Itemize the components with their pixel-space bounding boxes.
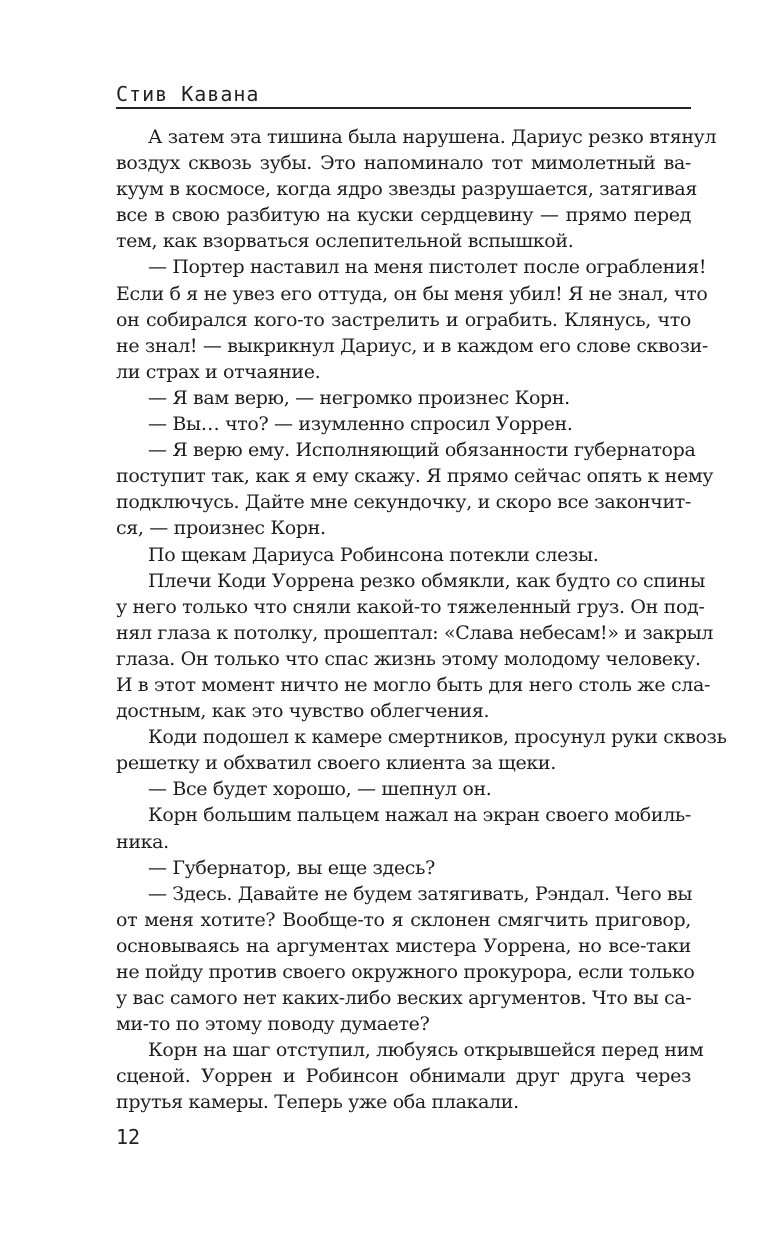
text-line: По щекам Дариуса Робинсона потекли слезы.	[148, 543, 599, 566]
text-line: сценой. Уоррен и Робинсон обнимали друг друга через	[116, 1065, 691, 1088]
text-line: основываясь на аргументах мистера Уоррена, но все-таки	[116, 934, 691, 957]
page-number: 12	[116, 1125, 141, 1149]
text-line: глаза. Он только что спас жизнь этому молодому человеку.	[116, 647, 701, 670]
text-line: подключусь. Дайте мне секундочку, и скоро все закончит-	[116, 491, 691, 514]
text-line: — Вы… что? — изумленно спросил Уоррен.	[148, 413, 573, 436]
text-line: от меня хотите? Вообще-то я склонен смягчить приговор,	[116, 908, 691, 931]
text-line: ника.	[116, 830, 169, 853]
text-line: воздух сквозь зубы. Это напоминало тот мимолетный ва-	[116, 152, 691, 175]
text-line: И в этот момент ничто не могло быть для него столь же сла-	[116, 673, 711, 696]
text-line: Плечи Коди Уоррена резко обмякли, как будто со спины	[148, 569, 706, 592]
text-line: — Здесь. Давайте не будем затягивать, Рэндал. Чего вы	[148, 882, 693, 905]
text-line: поступит так, как я ему скажу. Я прямо сейчас опять к нему	[116, 465, 714, 488]
running-title: Стив Кавана	[116, 82, 260, 106]
text-line: — Губернатор, вы еще здесь?	[148, 856, 435, 879]
text-line: ли страх и отчаяние.	[116, 360, 321, 383]
text-line: решетку и обхватил своего клиента за щеки.	[116, 752, 556, 775]
text-line: Корн большим пальцем нажал на экран своего мобиль-	[148, 804, 691, 827]
text-line: он собирался кого-то застрелить и ограбить. Клянусь, что	[116, 308, 691, 331]
text-line: А затем эта тишина была нарушена. Дариус резко втянул	[148, 126, 717, 148]
text-line: прутья камеры. Теперь уже оба плакали.	[116, 1091, 519, 1114]
text-line: ся, — произнес Корн.	[116, 517, 326, 540]
text-line: — Все будет хорошо, — шепнул он.	[148, 778, 492, 801]
body-text	[116, 124, 727, 1116]
text-line: ми-то по этому поводу думаете?	[116, 1013, 430, 1036]
text-line: Если б я не увез его оттуда, он бы меня убил! Я не знал, что	[116, 282, 708, 305]
text-line: не пойду против своего окружного прокурора, если только	[116, 961, 695, 983]
text-line: тем, как взорваться ослепительной вспышкой.	[116, 230, 574, 253]
text-line: Корн на шаг отступил, любуясь открывшейся перед ним	[148, 1039, 704, 1062]
header-rule	[116, 107, 691, 109]
text-line: куум в космосе, когда ядро звезды разрушается, затягивая	[116, 178, 697, 201]
text-line: нял глаза к потолку, прошептал: «Слава небесам!» и закрыл	[116, 621, 714, 644]
text-line: не знал! — выкрикнул Дариус, и в каждом его слове сквози-	[116, 334, 708, 357]
text-line: — Я вам верю, — негромко произнес Корн.	[148, 386, 570, 409]
text-line: — Портер наставил на меня пистолет после ограбления!	[148, 256, 707, 279]
text-line: у вас самого нет каких-либо веских аргументов. Что вы са-	[116, 987, 692, 1010]
text-line: — Я верю ему. Исполняющий обязанности губернатора	[148, 439, 696, 462]
text-line: достным, как это чувство облегчения.	[116, 700, 490, 723]
text-line: все в свою разбитую на куски сердцевину — прямо перед	[116, 204, 691, 227]
text-line: у него только что сняли какой-то тяжеленный груз. Он под-	[116, 595, 705, 618]
text-line: Коди подошел к камере смертников, просунул руки сквозь	[148, 726, 727, 749]
